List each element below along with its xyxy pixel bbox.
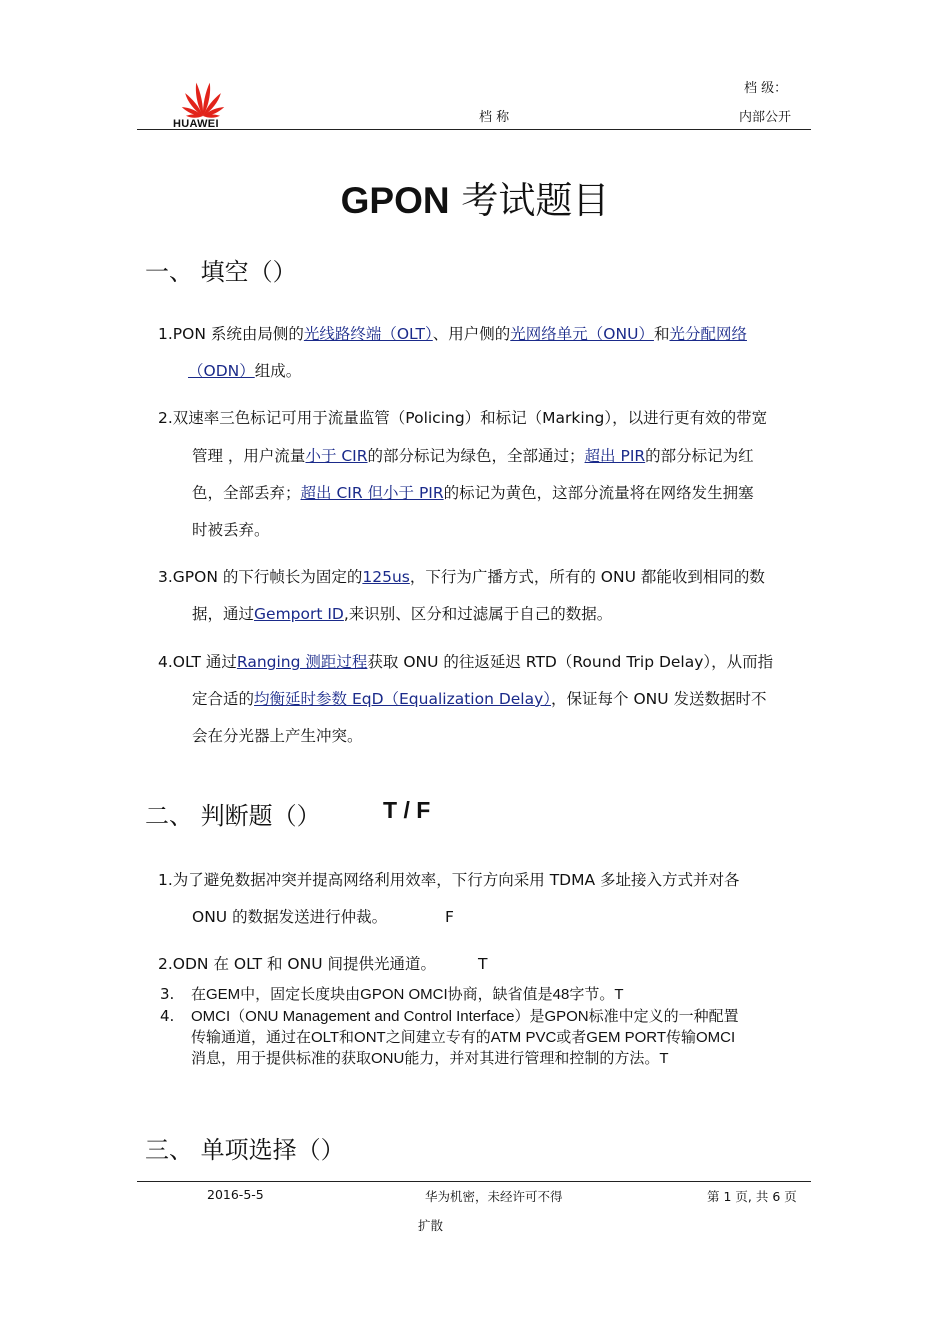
fill-question-3-line2 (192, 596, 842, 633)
text: 4.OLT 通过 (158, 653, 237, 671)
text: ，保证每个 ONU 发送数据时不 (551, 690, 767, 708)
title-latin: GPON (340, 180, 450, 221)
text: 和 (653, 325, 670, 343)
answer-blank: 超出 PIR (584, 447, 646, 465)
tf-question-2: 2.ODN 在 OLT 和 ONU 间提供光通道。 (158, 955, 436, 973)
text: 的部分标记为绿色，全部通过； (367, 447, 585, 465)
fill-question-2-line4 (192, 512, 842, 549)
footer-page-number: 第 1 页, 共 6 页 (707, 1189, 797, 1204)
footer-confidential-cont: 扩散 (418, 1218, 444, 1233)
doc-level-label: 档 级： (744, 81, 788, 96)
logo-text: HUAWEI (173, 118, 219, 130)
text: 的标记为黄色，这部分流量将在网络发生拥塞 (443, 484, 754, 502)
tf-question-3: 在GEM中，固定长度块由GPON OMCI协商，缺省值是48字节。T (191, 986, 624, 1003)
doc-name-label: 档 称 (479, 110, 510, 125)
answer-blank: （ODN） (188, 362, 255, 380)
answer-blank: 小于 CIR (305, 447, 368, 465)
tf-question-4-line1: OMCI（ONU Management and Control Interface）是GPON标准中定义的一种配置 (191, 1008, 739, 1025)
tf-question-4-line2: 传输通道，通过在OLT和ONT之间建立专有的ATM PVC或者GEM PORT传输OMCI (191, 1029, 736, 1046)
text: 2.双速率三色标记可用于流量监管（Policing）和标记（Marking），以进行更有效的带宽 (158, 409, 768, 427)
fill-question-4-line3 (192, 718, 842, 755)
text: 色，全部丢弃； (192, 484, 301, 502)
tf-question-4-number: 4. (160, 1007, 175, 1025)
text: 1.PON 系统由局侧的 (158, 325, 304, 343)
fill-question-4-line2 (192, 681, 812, 718)
text: 定合适的 (192, 690, 255, 708)
answer-blank: 超出 CIR 但小于 PIR (300, 484, 444, 502)
text: ，下行为广播方式，所有的 ONU 都能收到相同的数 (409, 568, 765, 586)
tf-question-4 (191, 1006, 811, 1069)
text: 的部分标记为红 (645, 447, 754, 465)
text: 组成。 (254, 362, 302, 380)
answer-blank: 光网络单元（ONU） (510, 325, 654, 343)
tf-question-1: 1.为了避免数据冲突并提高网络利用效率，下行方向采用 TDMA 多址接入方式并对各 (158, 871, 740, 889)
section2-heading: 二、 判断题（） (145, 802, 321, 830)
doc-level-value: 内部公开 (739, 110, 792, 125)
answer-blank: 光分配网络 (669, 325, 747, 343)
text: 时被丢弃。 (192, 521, 270, 539)
text: 3.GPON 的下行帧长为固定的 (158, 568, 363, 586)
fill-question-2 (158, 400, 818, 437)
header-rule (137, 129, 811, 130)
tf-answer-2: T (478, 955, 488, 973)
section3-heading: 三、 单项选择（） (145, 1136, 345, 1164)
tf-answer-1: F (445, 908, 454, 926)
page-title (0, 170, 950, 224)
tf-question-4-line3: 消息，用于提供标准的获取ONU能力，并对其进行管理和控制的方法。T (191, 1050, 669, 1067)
tf-question-1-line2: ONU 的数据发送进行仲裁。 (192, 908, 388, 926)
text: 据，通过 (192, 605, 255, 623)
tf-question-3-number: 3. (160, 985, 175, 1003)
text: 、用户侧的 (432, 325, 511, 343)
answer-blank: 均衡延时参数 EqD（Equalization Delay） (254, 690, 552, 708)
fill-question-4 (158, 644, 818, 681)
text: 获取 ONU 的往返延迟 RTD（Round Trip Delay），从而指 (367, 653, 774, 671)
fill-question-2-line2 (192, 438, 812, 475)
answer-blank: 125us (362, 568, 410, 586)
fill-question-1-cont (188, 353, 838, 390)
answer-blank: Ranging 测距过程 (236, 653, 368, 671)
section1-heading: 一、 填空（） (145, 258, 297, 286)
fill-question-2-line3 (192, 475, 812, 512)
true-false-label: T / F (383, 797, 431, 823)
footer-rule (137, 1181, 811, 1182)
fill-question-1 (158, 316, 808, 353)
text: ,来识别、区分和过滤属于自己的数据。 (343, 605, 613, 623)
answer-blank: 光线路终端（OLT） (303, 325, 433, 343)
text: 会在分光器上产生冲突。 (192, 727, 363, 745)
footer-date: 2016-5-5 (207, 1187, 264, 1202)
fill-question-3 (158, 559, 818, 596)
text: 管理 ，用户流量 (192, 447, 306, 465)
answer-blank: Gemport ID (254, 605, 344, 623)
footer-confidential: 华为机密，未经许可不得 (425, 1189, 563, 1204)
title-cjk: 考试题目 (449, 179, 610, 222)
